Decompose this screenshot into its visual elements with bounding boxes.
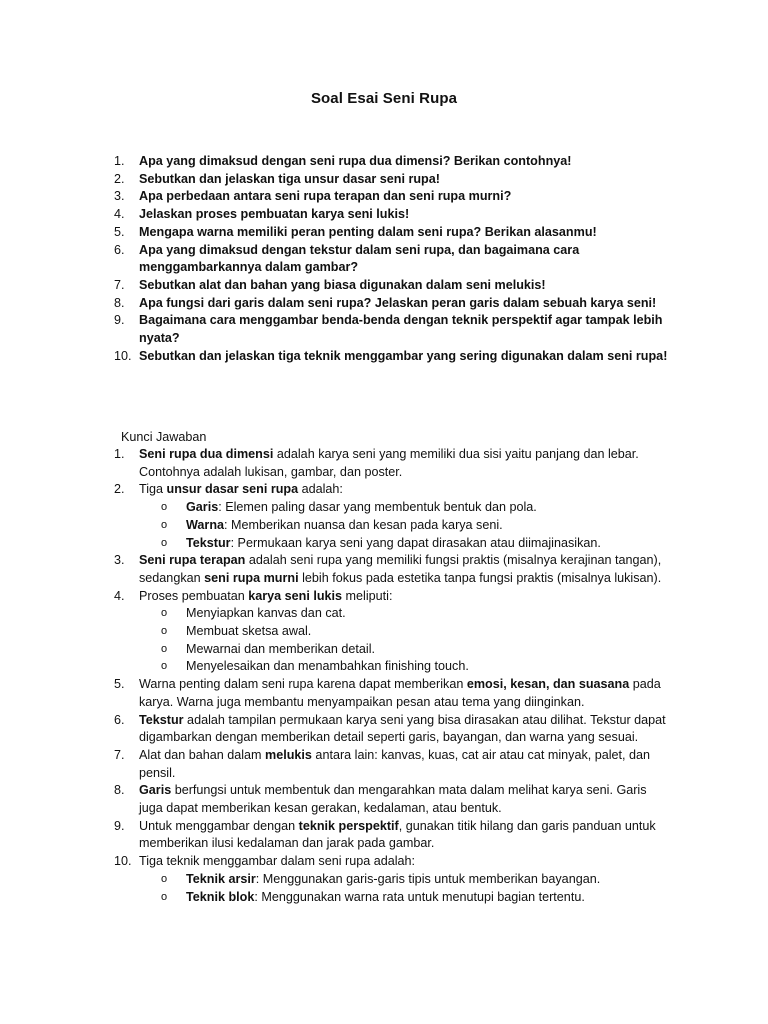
question-text: Apa perbedaan antara seni rupa terapan dan seni rupa murni? (139, 189, 512, 204)
answer-fragment: sedangkan (139, 570, 205, 585)
question-item (0, 188, 679, 206)
answer-term: Seni rupa dua dimensi (139, 447, 274, 461)
bullet-icon: o (161, 607, 168, 620)
answer-line (139, 446, 679, 464)
answer-fragment: meliputi: (342, 588, 393, 603)
bullet-icon: o (161, 501, 168, 514)
answer-line (139, 464, 679, 482)
question-number: 1. (114, 154, 125, 168)
answer-text (139, 446, 679, 481)
answer-item (0, 818, 686, 853)
answer-subitem (0, 517, 686, 535)
subitem-text (186, 535, 686, 553)
bullet-icon: o (161, 872, 168, 885)
answer-text (139, 552, 679, 587)
answer-line (139, 570, 679, 588)
subitem-text (186, 605, 686, 623)
question-text: Bagaimana cara menggambar benda-benda dengan teknik perspektif agar tampak lebih nyata? (139, 313, 663, 346)
answer-number: 4. (114, 588, 125, 603)
answer-fragment: Menyelesaikan dan menambahkan finishing touch. (186, 659, 469, 674)
answer-item (0, 676, 686, 711)
answer-line (139, 552, 679, 570)
answer-fragment: adalah karya seni yang memiliki dua sisi yaitu panjang dan lebar. (273, 447, 639, 461)
answer-fragment: Warna penting dalam seni rupa karena dapat memberikan (139, 677, 467, 692)
answer-number: 5. (114, 677, 125, 692)
answer-fragment: juga dapat memberikan kesan gerakan, kedalaman, atau bentuk. (139, 801, 502, 816)
answer-subitem (0, 499, 686, 517)
answer-number: 8. (114, 783, 125, 798)
subitem-text (186, 889, 686, 907)
answer-number: 3. (114, 553, 125, 568)
bullet-icon: o (161, 660, 168, 673)
answer-term: Tekstur (139, 712, 184, 727)
question-item (0, 224, 679, 242)
question-text: Sebutkan alat dan bahan yang biasa digunakan dalam seni melukis! (139, 277, 546, 292)
answer-fragment: Untuk menggambar dengan (139, 818, 299, 833)
answer-line (139, 782, 679, 800)
answer-term: Tekstur (186, 535, 231, 550)
subitem-text (186, 871, 686, 889)
answer-fragment: : Memberikan nuansa dan kesan pada karya seni. (224, 517, 503, 532)
question-item (0, 171, 679, 189)
answer-fragment: Alat dan bahan dalam (139, 747, 266, 762)
question-item (0, 206, 679, 224)
question-text: Jelaskan proses pembuatan karya seni lukis! (139, 207, 410, 222)
answer-term: karya seni lukis (248, 588, 343, 603)
answer-number: 9. (114, 818, 125, 833)
answer-fragment: digambarkan dengan memberikan detail seperti garis, bayangan, dan warna yang sesuai. (139, 730, 639, 745)
answer-number: 10. (114, 854, 132, 869)
answer-item (0, 446, 686, 481)
answer-line (139, 835, 679, 853)
question-number: 4. (114, 207, 125, 222)
answer-fragment: Contohnya adalah lukisan, gambar, dan poster. (139, 464, 403, 479)
question-item (0, 312, 679, 347)
answer-number: 6. (114, 712, 125, 727)
answer-text (139, 747, 679, 782)
subitem-text (186, 623, 686, 641)
question-item (0, 295, 679, 313)
answer-text (139, 481, 679, 499)
answer-line (139, 765, 679, 783)
subitem-text (186, 499, 686, 517)
answer-text (139, 853, 679, 871)
answer-line (139, 676, 679, 694)
answer-term: emosi, kesan, dan suasana (466, 677, 630, 692)
bullet-icon: o (161, 890, 168, 903)
answer-fragment: : Permukaan karya seni yang dapat dirasakan atau diimajinasikan. (230, 535, 601, 550)
answer-subitem (0, 658, 686, 676)
answer-fragment: , gunakan titik hilang dan garis panduan untuk (398, 818, 656, 833)
question-item (0, 348, 679, 366)
answer-term: Seni rupa terapan (139, 553, 246, 568)
answer-line (139, 588, 679, 606)
answer-term: seni rupa murni (204, 570, 299, 585)
answer-text (139, 712, 679, 747)
answer-item (0, 782, 686, 817)
answer-text (139, 818, 679, 853)
answer-fragment: Proses pembuatan (139, 588, 249, 603)
answer-line (139, 818, 679, 836)
answer-subitem (0, 605, 686, 623)
answer-item (0, 481, 686, 499)
answer-fragment: antara lain: kanvas, kuas, cat air atau cat minyak, palet, dan (311, 747, 651, 762)
answer-term: unsur dasar seni rupa (166, 482, 299, 497)
answer-line (139, 853, 679, 871)
question-text: Apa yang dimaksud dengan tekstur dalam seni rupa, dan bagaimana cara menggambarkannya dalam gambar? (139, 242, 580, 275)
answer-line (139, 729, 679, 747)
question-number: 10. (114, 348, 132, 363)
question-text: Apa yang dimaksud dengan seni rupa dua dimensi? Berikan contohnya! (139, 154, 572, 168)
answer-text (139, 588, 679, 606)
answer-fragment: adalah: (298, 482, 343, 497)
answer-line (139, 481, 679, 499)
answer-fragment: : Elemen paling dasar yang membentuk bentuk dan pola. (218, 500, 537, 515)
answer-line (139, 747, 679, 765)
page-title: Soal Esai Seni Rupa (310, 90, 458, 107)
answer-fragment: Membuat sketsa awal. (186, 624, 312, 639)
answer-item (0, 552, 686, 587)
answer-line (139, 800, 679, 818)
answer-item (0, 747, 686, 782)
answer-line (139, 712, 679, 730)
answer-fragment: karya. Warna juga membantu menyampaikan pesan atau tema yang diinginkan. (139, 694, 585, 709)
question-number: 5. (114, 224, 125, 239)
question-number: 3. (114, 189, 125, 204)
answer-fragment: memberikan ilusi kedalaman dan jarak pada gambar. (139, 836, 435, 851)
answer-term: Teknik blok (186, 889, 255, 904)
answer-term: Garis (186, 500, 219, 515)
question-number: 7. (114, 277, 125, 292)
subitem-text (186, 517, 686, 535)
question-item (0, 153, 679, 171)
subitem-text (186, 658, 686, 676)
question-number: 9. (114, 313, 125, 328)
answer-subitem (0, 871, 686, 889)
answer-fragment: adalah seni rupa yang memiliki fungsi praktis (misalnya kerajinan tangan), (245, 553, 662, 568)
answer-term: Warna (186, 517, 225, 532)
question-number: 6. (114, 242, 125, 257)
answer-fragment: berfungsi untuk membentuk dan mengarahkan mata dalam melihat karya seni. Garis (171, 783, 647, 798)
question-number: 8. (114, 295, 125, 310)
question-text: Sebutkan dan jelaskan tiga unsur dasar seni rupa! (139, 171, 440, 186)
answer-line (139, 694, 679, 712)
answer-text (139, 782, 679, 817)
answer-subitem (0, 889, 686, 907)
answer-subitem (0, 641, 686, 659)
answer-number: 2. (114, 482, 125, 497)
answer-fragment: pada (629, 677, 661, 692)
answer-text (139, 676, 679, 711)
answer-fragment: : Menggunakan warna rata untuk menutupi bagian tertentu. (254, 889, 585, 904)
answer-number: 7. (114, 747, 125, 762)
answer-list (0, 446, 686, 906)
answer-fragment: Tiga teknik menggambar dalam seni rupa adalah: (139, 854, 416, 869)
bullet-icon: o (161, 642, 168, 655)
answer-term: Teknik arsir (186, 871, 256, 886)
answer-item (0, 853, 686, 871)
bullet-icon: o (161, 518, 168, 531)
answer-fragment: Mewarnai dan memberikan detail. (186, 641, 375, 656)
answer-fragment: adalah tampilan permukaan karya seni yang bisa dirasakan atau dilihat. Tekstur dapat (183, 712, 666, 727)
answer-number: 1. (114, 447, 125, 461)
answer-subitem (0, 535, 686, 553)
question-item (0, 277, 679, 295)
answer-fragment: Menyiapkan kanvas dan cat. (186, 606, 346, 621)
question-text: Mengapa warna memiliki peran penting dalam seni rupa? Berikan alasanmu! (139, 224, 597, 239)
question-number: 2. (114, 171, 125, 186)
answer-fragment: pensil. (139, 765, 176, 780)
answer-item (0, 712, 686, 747)
subitem-text (186, 641, 686, 659)
question-text: Sebutkan dan jelaskan tiga teknik menggambar yang sering digunakan dalam seni rupa! (139, 348, 668, 363)
bullet-icon: o (161, 625, 168, 638)
bullet-icon: o (161, 536, 168, 549)
question-text: Apa fungsi dari garis dalam seni rupa? Jelaskan peran garis dalam sebuah karya seni! (139, 295, 657, 310)
answer-subitem (0, 623, 686, 641)
answer-heading: Kunci Jawaban (121, 430, 207, 444)
answer-fragment: : Menggunakan garis-garis tipis untuk memberikan bayangan. (255, 871, 601, 886)
answer-item (0, 588, 686, 606)
question-item (0, 242, 679, 277)
question-list (0, 153, 679, 365)
answer-fragment: Tiga (139, 482, 167, 497)
answer-term: Garis (139, 783, 172, 798)
answer-fragment: lebih fokus pada estetika tanpa fungsi praktis (misalnya lukisan). (298, 570, 662, 585)
answer-term: melukis (265, 747, 312, 762)
answer-term: teknik perspektif (298, 818, 399, 833)
